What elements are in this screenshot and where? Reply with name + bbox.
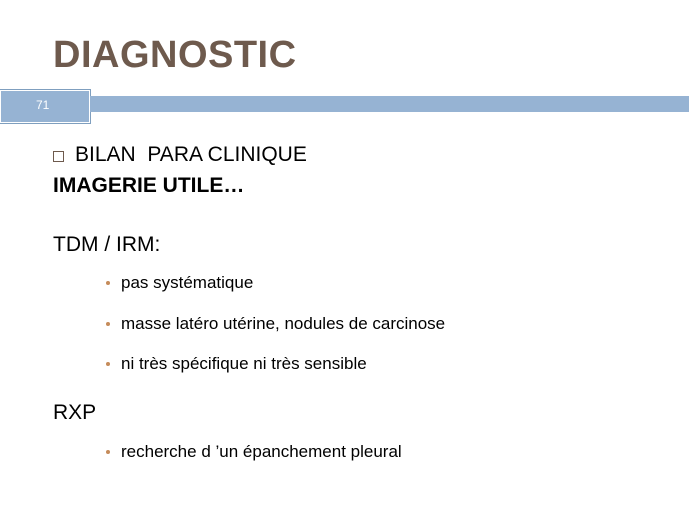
list-item-text: ni très spécifique ni très sensible [121, 354, 367, 373]
list-item-text: pas systématique [121, 273, 254, 292]
list-item [106, 354, 367, 374]
accent-bar [90, 96, 689, 112]
list-item [106, 273, 253, 293]
bullet-dot-icon [106, 362, 110, 366]
list-item-text: masse latéro utérine, nodules de carcinose [121, 314, 446, 333]
bullet-dot-icon [106, 322, 110, 326]
subheading-text: IMAGERIE UTILE… [53, 174, 245, 197]
list-item [106, 314, 445, 334]
bullet-dot-icon [106, 281, 110, 285]
list-item-text: recherche d ’un épanchement pleural [121, 442, 402, 461]
bullet-dot-icon [106, 450, 110, 454]
heading-line [53, 143, 307, 167]
heading-text: BILAN PARA CLINIQUE [75, 143, 307, 166]
slide-title: DIAGNOSTIC [53, 34, 297, 76]
section-label-tdm: TDM / IRM: [53, 233, 161, 256]
page-number: 71 [36, 98, 50, 112]
section-label-rxp: RXP [53, 401, 97, 424]
list-item [106, 442, 402, 462]
square-bullet-icon [53, 151, 64, 162]
